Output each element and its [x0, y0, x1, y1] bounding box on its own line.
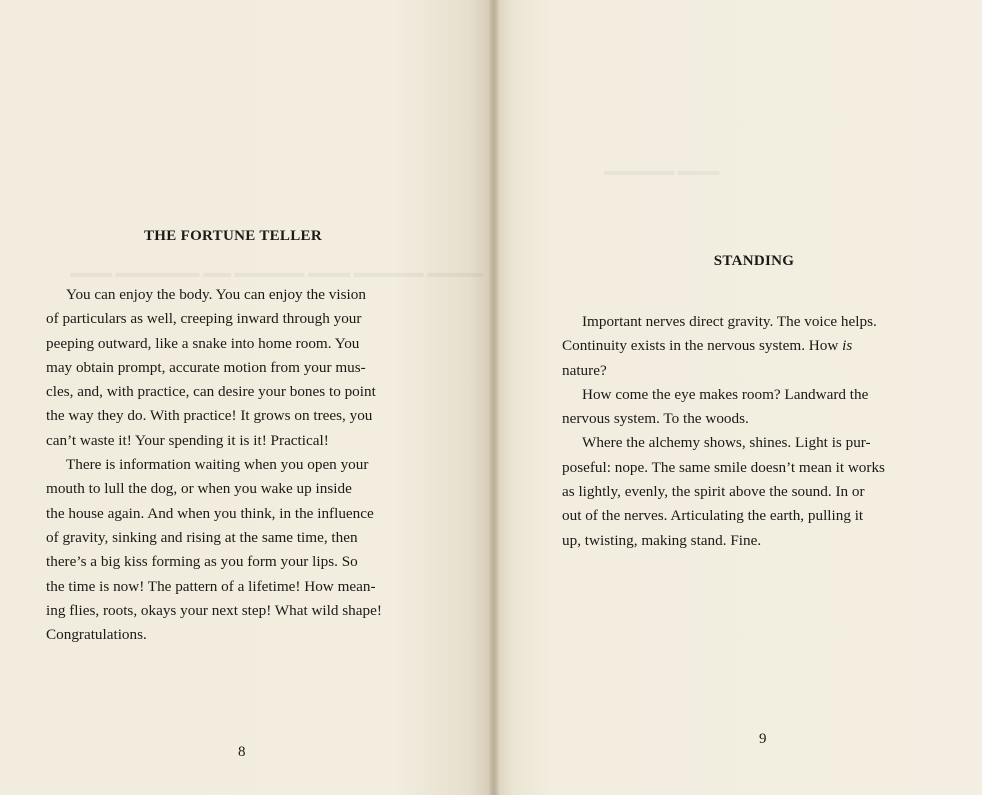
page-title: THE FORTUNE TELLER — [144, 228, 322, 244]
text-line: nervous system. To the woods. — [562, 410, 749, 428]
text-line: the way they do. With practice! It grows on trees, you — [46, 407, 373, 425]
text-line: peeping outward, like a snake into home room. You — [46, 334, 360, 352]
text-line: as lightly, evenly, the spirit above the sound. In or — [562, 483, 865, 501]
text-line: Congratulations. — [46, 626, 147, 644]
page-title: STANDING — [713, 253, 795, 269]
text-line: up, twisting, making stand. Fine. — [562, 531, 762, 549]
book-gutter — [489, 0, 499, 795]
poem-body — [562, 310, 914, 553]
page-number: 9 — [759, 731, 767, 747]
text-line: the house again. And when you think, in the influence — [46, 504, 374, 522]
text-line: How come the eye makes room? Landward the — [582, 385, 869, 403]
page-number: 8 — [238, 744, 246, 760]
right-page — [494, 0, 982, 795]
text-line: There is information waiting when you open your — [66, 456, 369, 474]
text-line: Important nerves direct gravity. The voice helps. — [582, 313, 877, 330]
text-line: mouth to lull the dog, or when you wake up inside — [46, 480, 352, 498]
text-line: You can enjoy the body. You can enjoy the vision — [66, 286, 366, 303]
poem-body — [46, 283, 418, 647]
text-line: Continuity exists in the nervous system. How is — [562, 337, 853, 355]
text-line: nature? — [562, 361, 607, 379]
emphasis: is — [842, 337, 853, 355]
text-line: can’t waste it! Your spending it is it! Practical! — [46, 431, 329, 449]
text-line: poseful: nope. The same smile doesn’t mean it works — [562, 458, 885, 476]
text-line: ing flies, roots, okays your next step! What wild shape! — [46, 601, 382, 619]
text-line: cles, and, with practice, can desire your bones to point — [46, 383, 376, 401]
text-line: may obtain prompt, accurate motion from your mus- — [46, 358, 366, 376]
text-line: of gravity, sinking and rising at the same time, then — [46, 528, 358, 546]
text-line: there’s a big kiss forming as you form your lips. So — [46, 553, 358, 571]
text-line: of particulars as well, creeping inward through your — [46, 310, 362, 328]
show-through-texture — [604, 160, 720, 184]
text-line: Where the alchemy shows, shines. Light is pur- — [582, 434, 871, 452]
text-line: out of the nerves. Articulating the earth, pulling it — [562, 507, 864, 525]
text-line: the time is now! The pattern of a lifetime! How mean- — [46, 577, 376, 595]
